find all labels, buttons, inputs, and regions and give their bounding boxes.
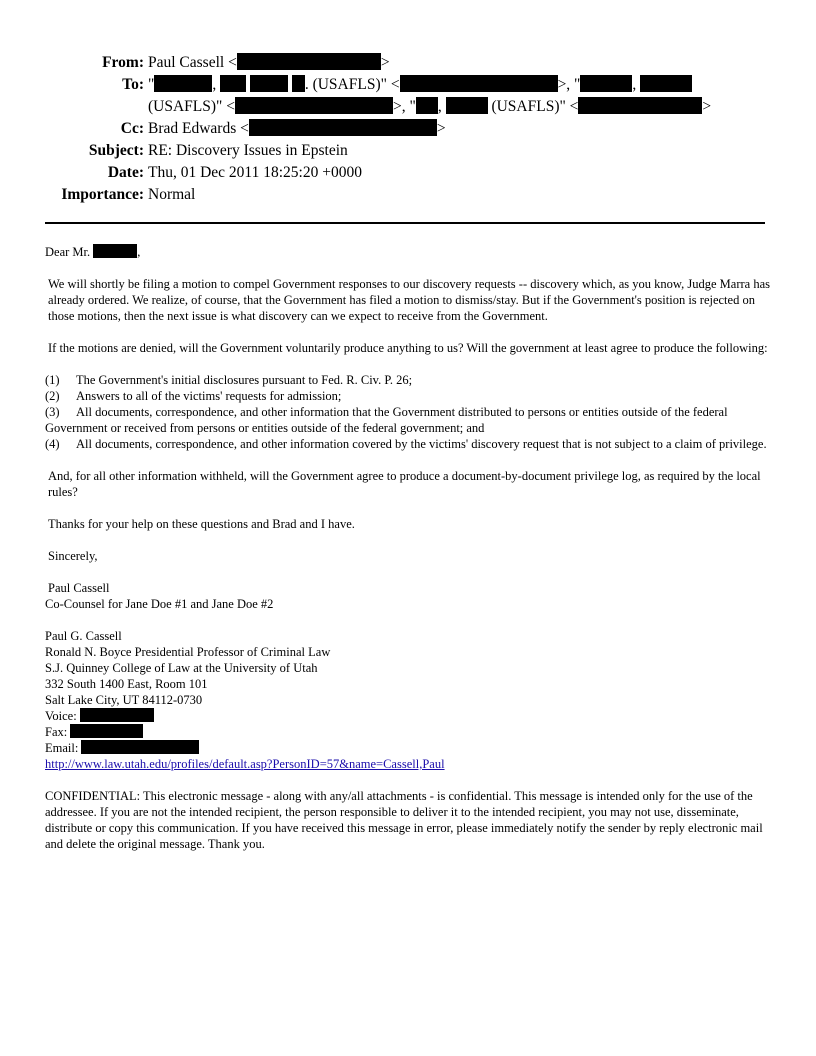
from-value bbox=[148, 52, 390, 74]
cc-value bbox=[148, 118, 446, 140]
greeting-text: Dear Mr. bbox=[45, 245, 91, 259]
importance-label: Importance: bbox=[61, 186, 144, 203]
redaction-block bbox=[249, 119, 437, 136]
list-number: (2) bbox=[45, 389, 60, 403]
redaction-block bbox=[578, 97, 702, 114]
paragraph-3: And, for all other information withheld, will the Government agree to produce a document-by-document privilege log, as required by the local rules? bbox=[48, 469, 761, 499]
redaction-block bbox=[70, 724, 143, 738]
from-name: Paul Cassell < bbox=[148, 54, 237, 71]
redaction-block bbox=[154, 75, 212, 92]
profile-link[interactable]: http://www.law.utah.edu/profiles/default.asp?PersonID=57&name=Cassell,Paul bbox=[45, 757, 445, 771]
redaction-block bbox=[237, 53, 381, 70]
to-text: . (USAFLS)" < bbox=[304, 76, 400, 93]
confidentiality-notice: CONFIDENTIAL: This electronic message - along with any/all attachments - is confidential. This message is intended only for the use of the addressee. If you are not the intended recipient, the person responsible to deliver it to the intended recipient, you may not use, disseminate, distribute or copy this communication. If you have received this message in error, please immediately notify the sender by reply electronic mail and delete the original message. Thank you. bbox=[45, 789, 763, 851]
header-divider bbox=[45, 222, 765, 224]
redaction-block bbox=[400, 75, 558, 92]
signature-line: Ronald N. Boyce Presidential Professor of Criminal Law bbox=[45, 645, 331, 659]
list-text: All documents, correspondence, and other information that the Government distributed to persons or entities outside of the federal Government or received from persons or entities outside of the federal government; and bbox=[45, 405, 728, 435]
greeting-comma: , bbox=[137, 245, 141, 259]
list-item bbox=[45, 436, 773, 452]
voice-label: Voice: bbox=[45, 709, 77, 723]
list-number: (1) bbox=[45, 373, 60, 387]
subject-value: RE: Discovery Issues in Epstein bbox=[148, 142, 348, 159]
to-row bbox=[0, 74, 816, 96]
list-item bbox=[45, 372, 773, 388]
list-text: All documents, correspondence, and other information covered by the victims' discovery request that is not subject to a claim of privilege. bbox=[76, 437, 767, 451]
redaction-block bbox=[93, 244, 137, 258]
list-number: (4) bbox=[45, 437, 60, 451]
cc-label: Cc: bbox=[120, 120, 144, 137]
signature-name: Paul Cassell bbox=[48, 581, 110, 595]
redaction-block bbox=[220, 75, 246, 92]
to-text: , bbox=[212, 76, 217, 93]
to-text: > bbox=[702, 98, 712, 115]
voice-line bbox=[45, 708, 773, 724]
greeting bbox=[45, 244, 773, 260]
paragraph-2: If the motions are denied, will the Government voluntarily produce anything to us? Will the government at least agree to produce the following: bbox=[48, 341, 768, 355]
list-text: Answers to all of the victims' requests for admission; bbox=[76, 389, 342, 403]
subject-row bbox=[0, 140, 816, 162]
from-close: > bbox=[380, 54, 390, 71]
list-number: (3) bbox=[45, 405, 60, 419]
cc-close: > bbox=[436, 120, 446, 137]
signature-role: Co-Counsel for Jane Doe #1 and Jane Doe #2 bbox=[45, 597, 274, 611]
redaction-block bbox=[640, 75, 692, 92]
importance-row bbox=[0, 184, 816, 206]
fax-label: Fax: bbox=[45, 725, 68, 739]
redaction-block bbox=[416, 97, 438, 114]
paragraph-1: We will shortly be filing a motion to compel Government responses to our discovery requests -- discovery which, as you know, Judge Marra has already ordered. We realize, of course, that the Government has filed a motion to dismiss/stay. But if the Government's position is rejected on those motions, then the next issue is what discovery can we expect to receive from the Government. bbox=[48, 277, 770, 323]
redaction-block bbox=[250, 75, 288, 92]
profile-link-line bbox=[45, 756, 773, 772]
date-label: Date: bbox=[107, 164, 144, 181]
list-item bbox=[45, 404, 773, 436]
cc-row bbox=[0, 118, 816, 140]
to-text: " bbox=[148, 76, 155, 93]
email-header bbox=[0, 52, 816, 206]
importance-value: Normal bbox=[148, 186, 196, 203]
list-text: The Government's initial disclosures pursuant to Fed. R. Civ. P. 26; bbox=[76, 373, 413, 387]
cc-name: Brad Edwards < bbox=[148, 120, 249, 137]
list-item bbox=[45, 388, 773, 404]
signature-line: S.J. Quinney College of Law at the University of Utah bbox=[45, 661, 318, 675]
fax-line bbox=[45, 724, 773, 740]
to-row-continued bbox=[0, 96, 816, 118]
redaction-block bbox=[81, 740, 199, 754]
paragraph-4: Thanks for your help on these questions and Brad and I have. bbox=[48, 517, 355, 531]
to-text: (USAFLS)" < bbox=[491, 98, 579, 115]
redaction-block bbox=[580, 75, 632, 92]
email-body bbox=[45, 244, 773, 852]
redaction-block bbox=[446, 97, 488, 114]
signature-line: 332 South 1400 East, Room 101 bbox=[45, 677, 208, 691]
to-text: , bbox=[437, 98, 442, 115]
date-value: Thu, 01 Dec 2011 18:25:20 +0000 bbox=[148, 164, 362, 181]
date-row bbox=[0, 162, 816, 184]
redaction-block bbox=[235, 97, 393, 114]
closing: Sincerely, bbox=[48, 549, 98, 563]
to-value-line1 bbox=[148, 74, 692, 96]
redaction-block bbox=[80, 708, 154, 722]
email-label: Email: bbox=[45, 741, 79, 755]
email-line bbox=[45, 740, 773, 756]
redaction-block bbox=[292, 75, 305, 92]
from-row bbox=[0, 52, 816, 74]
to-text: >, " bbox=[392, 98, 416, 115]
signature-line: Salt Lake City, UT 84112-0730 bbox=[45, 693, 203, 707]
signature-line: Paul G. Cassell bbox=[45, 629, 122, 643]
to-label: To: bbox=[122, 76, 144, 93]
to-text: >, " bbox=[557, 76, 581, 93]
to-text: (USAFLS)" < bbox=[148, 98, 235, 115]
subject-label: Subject: bbox=[88, 142, 144, 159]
to-value-line2 bbox=[148, 96, 711, 118]
to-text: , bbox=[632, 76, 637, 93]
from-label: From: bbox=[102, 54, 144, 71]
